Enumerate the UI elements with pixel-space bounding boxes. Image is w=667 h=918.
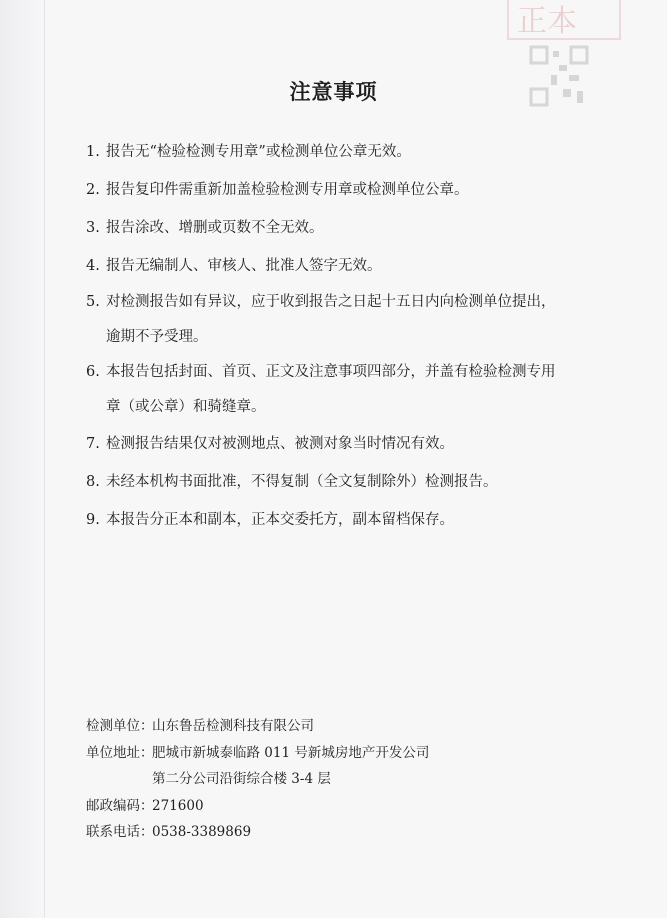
postcode-label: 邮政编码： (86, 797, 154, 814)
notice-text: 报告无“检验检测专用章”或检测单位公章无效。 (106, 144, 411, 160)
notice-item (86, 355, 626, 425)
notice-item (86, 133, 626, 171)
postcode-value: 271600 (152, 797, 204, 814)
address-label: 单位地址： (86, 744, 154, 761)
footer-postcode-row (86, 793, 429, 820)
notice-text-continued: 逾期不予受理。 (106, 329, 208, 345)
footer-phone-row (86, 819, 429, 846)
notice-item (86, 247, 626, 285)
notice-text: 报告复印件需重新加盖检验检测专用章或检测单位公章。 (106, 182, 469, 198)
notice-number: 8. (86, 474, 100, 490)
notice-text-continued: 章（或公章）和骑缝章。 (106, 399, 266, 415)
notice-item (86, 425, 626, 463)
notice-number: 4. (86, 258, 100, 274)
notice-number: 2. (86, 182, 100, 198)
notice-number: 5. (86, 294, 100, 310)
stamp-text: 正本 (517, 4, 577, 39)
phone-label: 联系电话： (86, 824, 154, 840)
notice-text: 对检测报告如有异议，应于收到报告之日起十五日内向检测单位提出， (106, 294, 556, 310)
notice-item (86, 171, 626, 209)
notice-item (86, 501, 626, 539)
contact-footer (86, 713, 429, 846)
notice-text: 报告涂改、增删或页数不全无效。 (106, 220, 324, 236)
notice-text: 本报告包括封面、首页、正文及注意事项四部分，并盖有检验检测专用 (106, 364, 556, 380)
notice-text: 报告无编制人、审核人、批准人签字无效。 (106, 258, 382, 274)
notice-list (86, 133, 626, 539)
notice-number: 3. (86, 220, 100, 236)
footer-address-row-continued (86, 766, 429, 793)
page-title: 注意事项 (289, 80, 378, 104)
footer-address-row (86, 740, 429, 767)
official-stamp (507, 0, 621, 40)
address-value: 肥城市新城泰临路 011 号新城房地产开发公司 (152, 744, 430, 761)
footer-unit-row (86, 713, 429, 740)
notice-text: 检测报告结果仅对被测地点、被测对象当时情况有效。 (106, 436, 454, 452)
unit-label: 检测单位： (86, 718, 154, 734)
notice-item (86, 209, 626, 247)
notice-item (86, 463, 626, 501)
page-binding-edge (0, 0, 45, 918)
notice-item (86, 285, 626, 355)
unit-value: 山东鲁岳检测科技有限公司 (152, 718, 314, 734)
notice-number: 9. (86, 512, 100, 528)
notice-number: 1. (86, 144, 100, 160)
notice-number: 6. (86, 364, 100, 380)
notice-text: 未经本机构书面批准，不得复制（全文复制除外）检测报告。 (106, 474, 498, 490)
notice-text: 本报告分正本和副本，正本交委托方，副本留档保存。 (106, 512, 454, 528)
address-value-continued: 第二分公司沿街综合楼 3-4 层 (152, 771, 331, 787)
phone-value: 0538-3389869 (152, 824, 252, 840)
notice-number: 7. (86, 436, 100, 452)
